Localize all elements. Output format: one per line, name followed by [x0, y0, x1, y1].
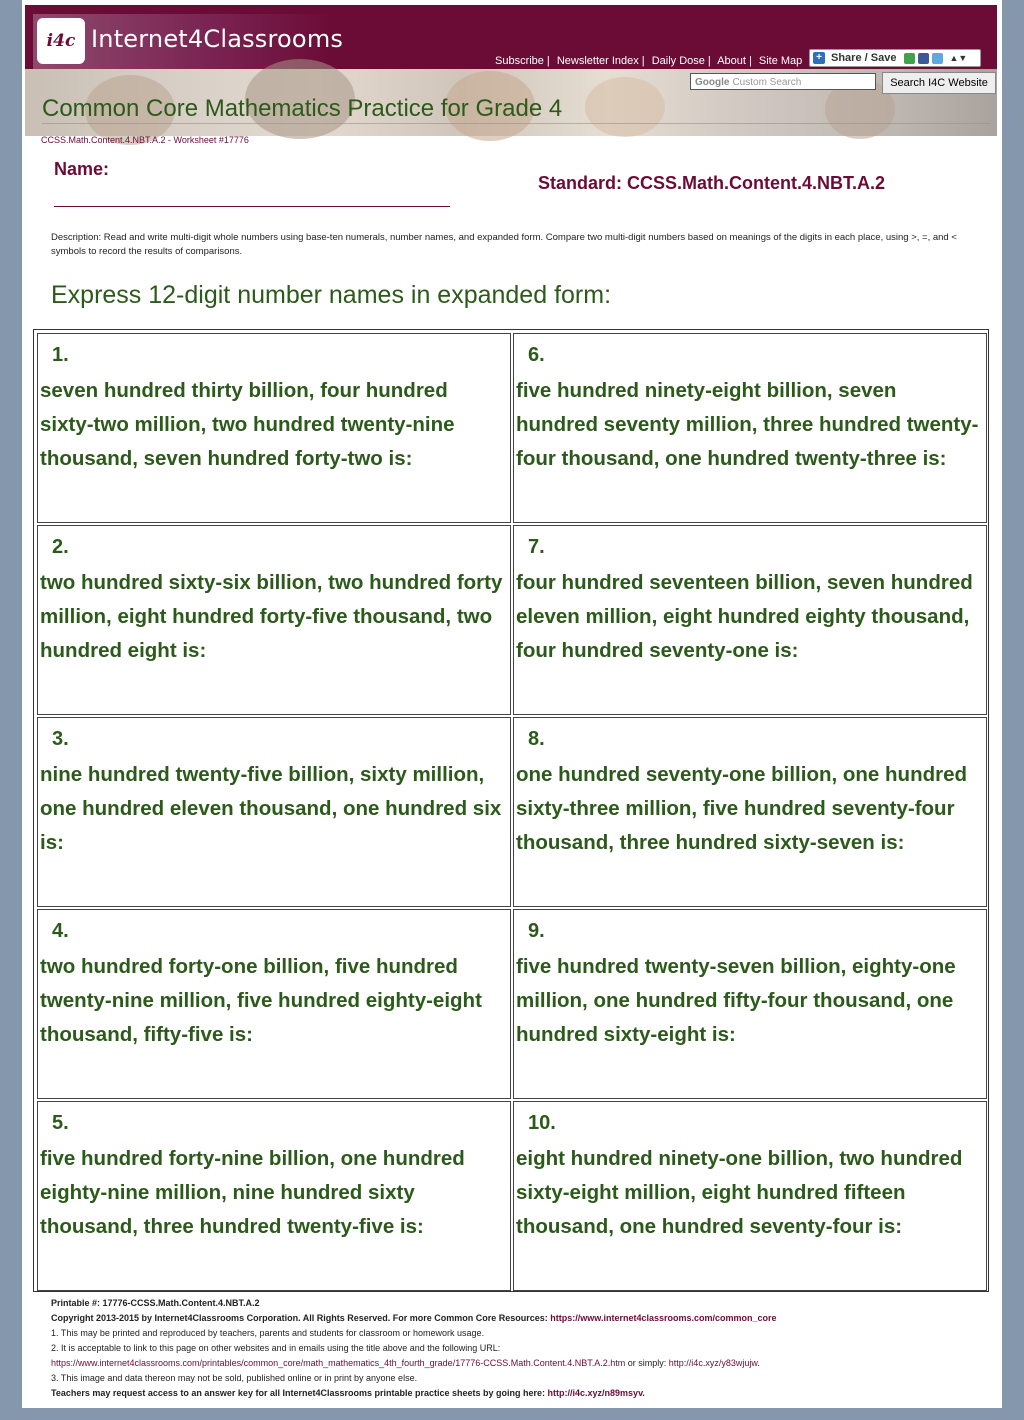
chevron-updown-icon: ▲▼ [949, 53, 968, 63]
problem-number: 6. [528, 344, 545, 366]
i4c-logo-icon: i4c [37, 18, 85, 64]
problem-cell [37, 333, 511, 523]
photo-banner [25, 69, 997, 136]
standard-label: Standard: CCSS.Math.Content.4.NBT.A.2 [538, 173, 886, 193]
problem-number: 2. [52, 536, 69, 558]
twitter-icon [932, 53, 943, 64]
common-core-link[interactable]: https://www.internet4classrooms.com/common_core [550, 1313, 777, 1323]
breadcrumb: CCSS.Math.Content.4.NBT.A.2 - Worksheet #17776 [41, 135, 249, 145]
page-title: Common Core Mathematics Practice for Grade 4 [42, 95, 563, 122]
problem-number: 3. [52, 728, 69, 750]
printable-number: Printable #: 17776-CCSS.Math.Content.4.NBT.A.2 [51, 1298, 260, 1308]
search-input[interactable] [690, 73, 876, 90]
nav-separator: | [707, 55, 711, 67]
google-logo: Google [695, 77, 730, 88]
description-text: Description: Read and write multi-digit whole numbers using base-ten numerals, number names, and expanded form. Compare two multi-digit numbers based on meanings of the digits in each place, using >, =, and < symbols to record the results of comparisons. [51, 232, 957, 257]
problem-text: nine hundred twenty-five billion, sixty million, one hundred eleven thousand, one hundred six is: [40, 763, 502, 854]
search-button[interactable]: Search I4C Website [882, 72, 996, 94]
share-label: Share / Save [831, 52, 897, 64]
problem-cell [37, 717, 511, 907]
usage-note-3: 3. This image and data thereon may not be sold, published online or in print by anyone else. [51, 1373, 418, 1383]
site-header [25, 5, 997, 69]
problem-number: 1. [52, 344, 69, 366]
problem-text: two hundred forty-one billion, five hundred twenty-nine million, five hundred eighty-eight thousand, fifty-five is: [40, 955, 482, 1046]
top-nav [495, 55, 802, 67]
problem-cell [513, 333, 987, 523]
nav-about[interactable]: About [717, 55, 746, 67]
nav-daily-dose[interactable]: Daily Dose [651, 55, 705, 67]
nav-newsletter-index[interactable]: Newsletter Index [556, 55, 639, 67]
problem-text: five hundred ninety-eight billion, seven hundred seventy million, three hundred twenty-four thousand, one hundred twenty-three is: [516, 379, 979, 470]
share-save-button[interactable] [809, 49, 981, 67]
problem-number: 10. [528, 1112, 556, 1134]
or-simply-text: or simply: [625, 1358, 669, 1368]
banner-photo-shape [585, 77, 665, 137]
answer-key-link[interactable]: http://i4c.xyz/n89msyv. [547, 1388, 645, 1398]
problem-cell [37, 1101, 511, 1291]
logo-text: Internet4Classrooms [91, 25, 344, 53]
problem-cell [513, 909, 987, 1099]
problem-number: 4. [52, 920, 69, 942]
problem-number: 7. [528, 536, 545, 558]
problem-cell [513, 525, 987, 715]
problem-cell [513, 1101, 987, 1291]
problem-cell [37, 525, 511, 715]
title-divider [42, 123, 990, 124]
answer-key-text: Teachers may request access to an answer key for all Internet4Classrooms printable practice sheets by going here: [51, 1388, 548, 1398]
nav-separator: | [641, 55, 645, 67]
page-url-line [51, 1356, 991, 1371]
worksheet-page [22, 0, 1002, 1408]
problem-text: five hundred forty-nine billion, one hundred eighty-nine million, nine hundred sixty thousand, three hundred twenty-five is: [40, 1147, 465, 1238]
period: . [757, 1358, 760, 1368]
problem-number: 9. [528, 920, 545, 942]
usage-note-1: 1. This may be printed and reproduced by teachers, parents and students for classroom or homework usage. [51, 1328, 485, 1338]
problem-text: five hundred twenty-seven billion, eighty-one million, one hundred fifty-four thousand, one hundred sixty-eight is: [516, 955, 956, 1046]
email-share-icon [904, 53, 915, 64]
problem-text: one hundred seventy-one billion, one hundred sixty-three million, five hundred seventy-four thousand, three hundred sixty-seven is: [516, 763, 968, 854]
copyright-line [51, 1311, 991, 1326]
problem-text: two hundred sixty-six billion, two hundred forty million, eight hundred forty-five thousand, two hundred eight is: [40, 571, 503, 662]
page-url-link[interactable]: https://www.internet4classrooms.com/printables/common_core/math_mathematics_4th_fourth_grade/17776-CCSS.Math.Content.4.NBT.A.2.htm [51, 1358, 626, 1368]
usage-note-2: 2. It is acceptable to link to this page on other websites and in emails using the title above and the following URL: [51, 1343, 501, 1353]
short-url-link[interactable]: http://i4c.xyz/y83wjujw [668, 1358, 758, 1368]
name-label: Name: [54, 159, 110, 179]
problem-cell [37, 909, 511, 1099]
nav-site-map[interactable]: Site Map [758, 55, 803, 67]
problem-text: seven hundred thirty billion, four hundred sixty-two million, two hundred twenty-nine thousand, seven hundred forty-two is: [40, 379, 455, 470]
nav-subscribe[interactable]: Subscribe [495, 55, 544, 67]
nav-separator: | [748, 55, 752, 67]
plus-icon: + [813, 52, 825, 64]
search-placeholder: Custom Search [732, 77, 802, 88]
nav-separator: | [546, 55, 550, 67]
answer-key-line [51, 1386, 991, 1401]
problem-cell [513, 717, 987, 907]
facebook-icon [918, 53, 929, 64]
problem-number: 8. [528, 728, 545, 750]
name-field-line[interactable] [54, 206, 450, 207]
footer [51, 1296, 991, 1401]
problem-number: 5. [52, 1112, 69, 1134]
problem-text: eight hundred ninety-one billion, two hundred sixty-eight million, eight hundred fifteen thousand, one hundred seventy-four is: [516, 1147, 963, 1238]
copyright-text: Copyright 2013-2015 by Internet4Classrooms Corporation. All Rights Reserved. For more Common Core Resources: [51, 1313, 551, 1323]
problem-grid [33, 329, 989, 1292]
instruction-heading: Express 12-digit number names in expanded form: [51, 281, 612, 309]
problem-text: four hundred seventeen billion, seven hundred eleven million, eight hundred eighty thousand, four hundred seventy-one is: [516, 571, 973, 662]
